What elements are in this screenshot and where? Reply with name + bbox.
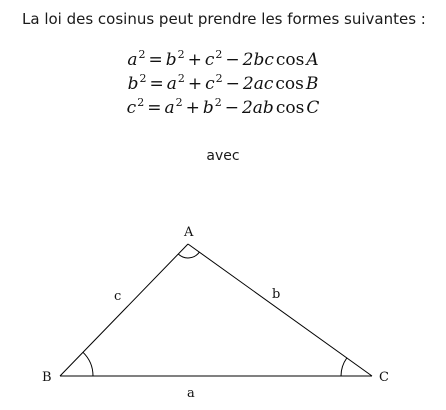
exponent: 2: [137, 96, 145, 109]
formula-lhs: a: [127, 50, 138, 70]
minus-sign: −: [224, 98, 239, 118]
formula-angle: A: [306, 50, 319, 70]
exponent: 2: [138, 48, 146, 61]
vertex-label-A: A: [184, 225, 194, 240]
formula-term: a: [164, 98, 175, 118]
avec-text: avec: [206, 148, 240, 164]
formula-lhs: b: [127, 74, 139, 94]
minus-sign: −: [225, 74, 240, 94]
formula-term: b: [165, 50, 177, 70]
intro-text: La loi des cosinus peut prendre les formes suivantes :: [22, 10, 426, 28]
vertex-label-B: B: [42, 370, 52, 385]
exponent: 2: [177, 72, 185, 85]
equals-sign: =: [148, 50, 163, 70]
formula-coefficient: 2bc: [242, 50, 274, 70]
plus-sign: +: [187, 74, 203, 94]
exponent: 2: [215, 48, 223, 61]
minus-sign: −: [225, 50, 240, 70]
formula-term: b: [202, 98, 214, 118]
formula-term: c: [204, 50, 215, 70]
vertex-label-C: C: [379, 370, 389, 385]
cos-function: cos: [275, 98, 305, 118]
side-b-line: [188, 244, 372, 376]
formula-coefficient: 2ac: [242, 74, 274, 94]
angle-B-arc: [83, 352, 93, 376]
angle-A-arc: [178, 252, 199, 258]
plus-sign: +: [187, 50, 202, 70]
side-label-c: c: [114, 289, 122, 304]
side-label-b: b: [272, 287, 281, 302]
exponent: 2: [177, 48, 185, 61]
cos-function: cos: [275, 74, 304, 94]
formula-term: c: [205, 74, 215, 94]
formula-term: a: [166, 74, 177, 94]
exponent: 2: [175, 96, 183, 109]
plus-sign: +: [185, 98, 200, 118]
formula-angle: C: [306, 98, 320, 118]
equals-sign: =: [147, 98, 162, 118]
equals-sign: =: [149, 74, 164, 94]
formula-lhs: c: [126, 98, 137, 118]
formula-coefficient: 2ab: [241, 98, 274, 118]
exponent: 2: [214, 96, 222, 109]
cos-function: cos: [275, 50, 305, 70]
side-c-line: [60, 244, 188, 376]
angle-C-arc: [341, 358, 347, 376]
exponent: 2: [215, 72, 223, 85]
exponent: 2: [139, 72, 147, 85]
side-label-a: a: [187, 386, 195, 401]
formula-angle: B: [305, 74, 319, 94]
